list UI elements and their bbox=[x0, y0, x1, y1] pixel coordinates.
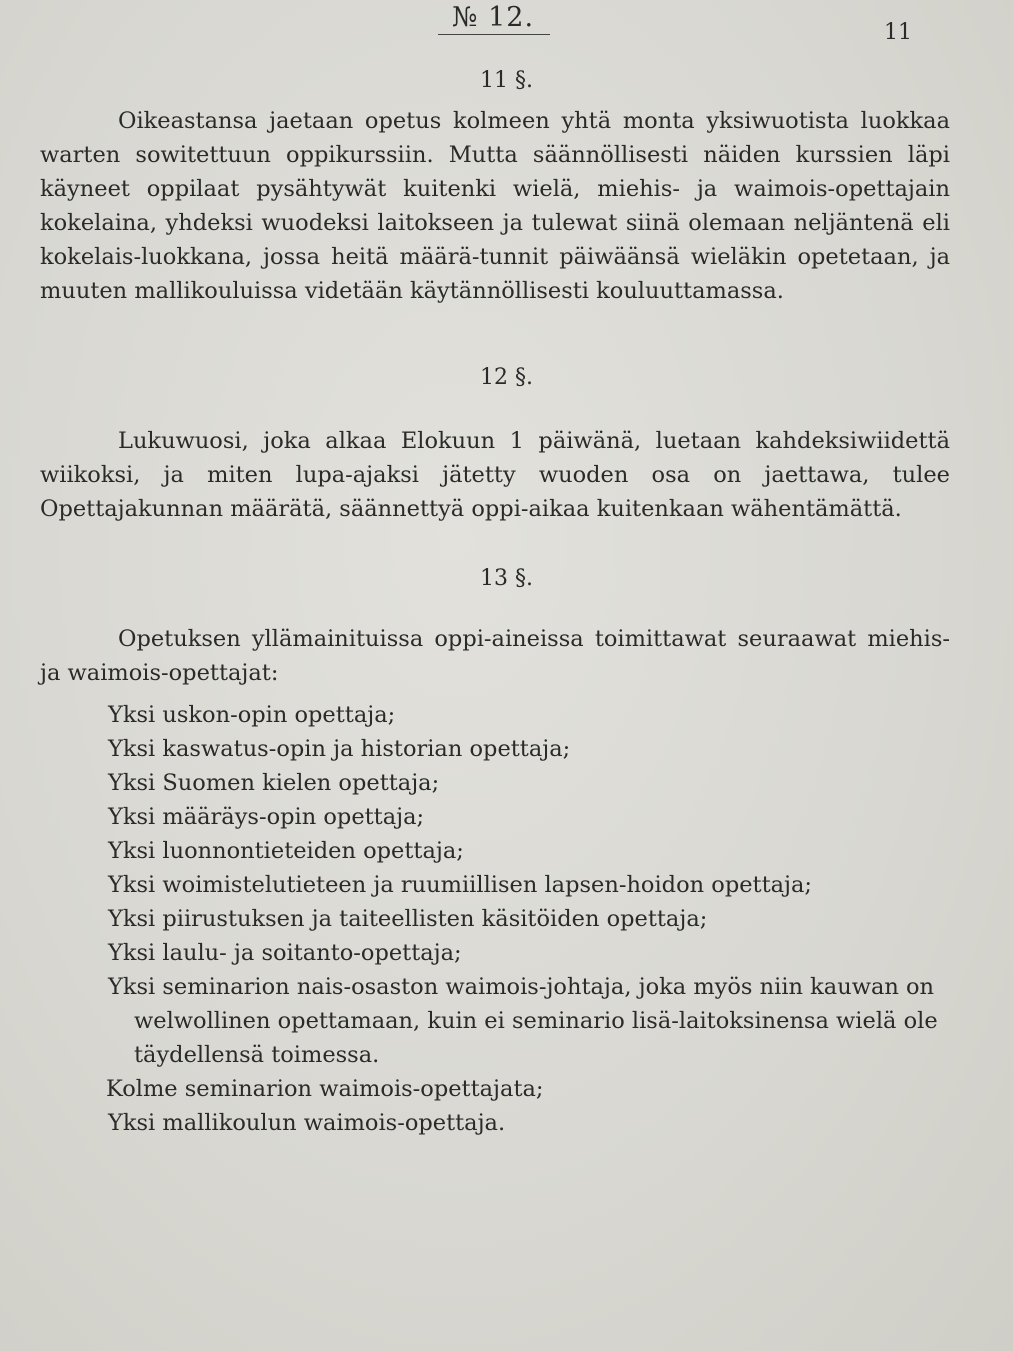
section-13-intro: Opetuksen yllämainituissa oppi-aineissa toimittawat seuraawat miehis- ja waimois-opettajat: bbox=[40, 626, 950, 686]
list-item: Yksi kaswatus-opin ja historian opettaja; bbox=[108, 736, 571, 762]
section-12-text: Lukuwuosi, joka alkaa Elokuun 1 päiwänä, luetaan kahdeksiwiidettä wiikoksi, ja miten lupa-ajaksi jätetty wuoden osa on jaettawa, tulee Opettajakunnan määrätä, säännettyä oppi-aikaa kuitenkaan wähentämättä. bbox=[40, 428, 950, 522]
document-number: № 12. bbox=[452, 2, 535, 33]
list-item: Yksi laulu- ja soitanto-opettaja; bbox=[108, 940, 462, 966]
section-11-heading: 11 §. bbox=[480, 68, 533, 93]
list-item: Yksi woimistelutieteen ja ruumiillisen lapsen-hoidon opettaja; bbox=[108, 872, 813, 898]
header-rule bbox=[438, 34, 550, 35]
section-13-heading: 13 §. bbox=[480, 566, 533, 591]
list-item: Yksi piirustuksen ja taiteellisten käsitöiden opettaja; bbox=[108, 906, 708, 932]
teacher-list bbox=[108, 698, 958, 1140]
list-item: Yksi määräys-opin opettaja; bbox=[108, 804, 425, 830]
list-item: Yksi Suomen kielen opettaja; bbox=[108, 770, 440, 796]
list-item: Yksi mallikoulun waimois-opettaja. bbox=[108, 1110, 506, 1136]
list-item: Yksi uskon-opin opettaja; bbox=[108, 702, 396, 728]
list-item: Yksi luonnontieteiden opettaja; bbox=[108, 838, 464, 864]
section-11-text: Oikeastansa jaetaan opetus kolmeen yhtä monta yksiwuotista luokkaa warten sowitettuun oppikurssiin. Mutta säännöllisesti näiden kurssien läpi käyneet oppilaat pysähtywät kuitenki wielä, miehis- ja waimois-opettajain kokelaina, yhdeksi wuodeksi laitokseen ja tulewat siinä olemaan neljäntenä eli kokelais-luokkana, jossa heitä määrä-tunnit päiwäänsä wieläkin opetetaan, ja muuten mallikouluissa videtään käytännöllisesti kouluuttamassa. bbox=[40, 108, 950, 304]
section-12-heading: 12 §. bbox=[480, 365, 533, 390]
list-item: Yksi seminarion nais-osaston waimois-johtaja, joka myös niin kauwan on welwollinen opettamaan, kuin ei seminario lisä-laitoksinensa wielä ole täydellensä toimessa. bbox=[108, 974, 938, 1068]
list-item: Kolme seminarion waimois-opettajata; bbox=[106, 1076, 544, 1102]
page-number: 11 bbox=[884, 20, 912, 45]
